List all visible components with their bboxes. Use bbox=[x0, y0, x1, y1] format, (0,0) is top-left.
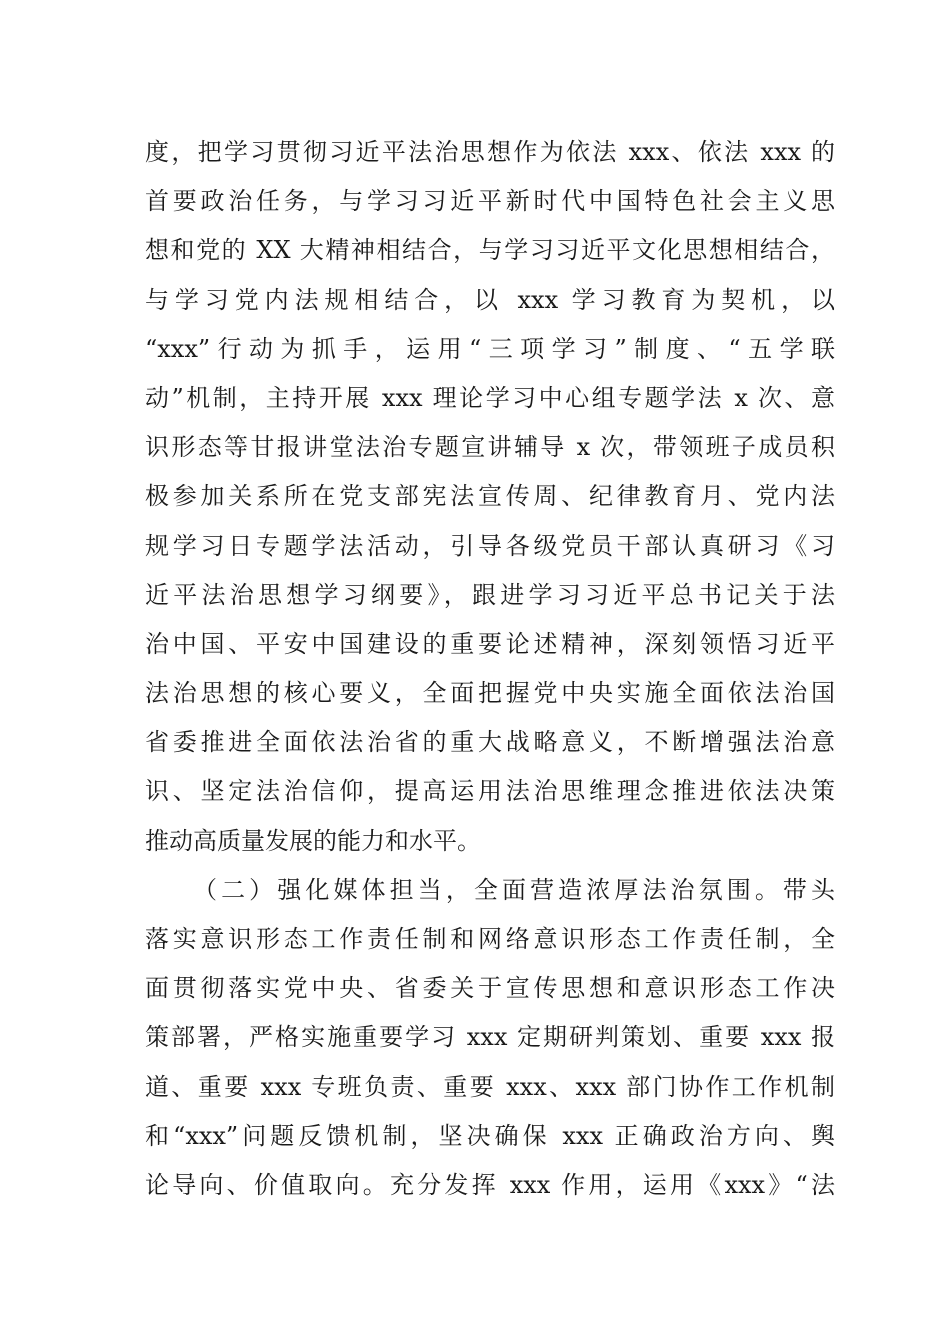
text-line: “xxx”行动为抓手，运用“三项学习”制度、“五学联 bbox=[145, 334, 835, 363]
text-line: 省委推进全面依法治省的重大战略意义，不断增强法治意 bbox=[145, 728, 835, 757]
text-line: 与学习党内法规相结合，以 xxx 学习教育为契机，以 bbox=[145, 285, 835, 314]
body-text bbox=[145, 128, 835, 1210]
text-line: 规学习日专题学法活动，引导各级党员干部认真研习《习 bbox=[145, 531, 835, 560]
section-heading-line: （二）强化媒体担当，全面营造浓厚法治氛围。带头 bbox=[193, 875, 835, 904]
text-line: 道、重要 xxx 专班负责、重要 xxx、xxx 部门协作工作机制 bbox=[145, 1072, 835, 1101]
text-line: 法治思想的核心要义，全面把握党中央实施全面依法治国 bbox=[145, 679, 835, 708]
text-line: 和“xxx”问题反馈机制，坚决确保 xxx 正确政治方向、舆 bbox=[145, 1121, 835, 1150]
text-line: 落实意识形态工作责任制和网络意识形态工作责任制，全 bbox=[145, 925, 835, 953]
text-line: 动”机制，主持开展 xxx 理论学习中心组专题学法 x 次、意 bbox=[145, 383, 835, 412]
text-line: 度，把学习贯彻习近平法治思想作为依法 xxx、依法 xxx 的 bbox=[145, 138, 835, 166]
text-line: 治中国、平安中国建设的重要论述精神，深刻领悟习近平 bbox=[145, 629, 835, 658]
text-line: 极参加关系所在党支部宪法宣传周、纪律教育月、党内法 bbox=[145, 482, 835, 511]
text-line: 策部署，严格实施重要学习 xxx 定期研判策划、重要 xxx 报 bbox=[145, 1023, 835, 1052]
text-line: 识形态等甘报讲堂法治专题宣讲辅导 x 次，带领班子成员积 bbox=[145, 433, 835, 462]
text-line: 近平法治思想学习纲要》，跟进学习习近平总书记关于法 bbox=[145, 580, 835, 609]
text-line: 想和党的 XX 大精神相结合，与学习习近平文化思想相结合， bbox=[145, 236, 835, 265]
text-line: 论导向、价值取向。充分发挥 xxx 作用，运用《xxx》“法 bbox=[145, 1170, 835, 1199]
text-line: 首要政治任务，与学习习近平新时代中国特色社会主义思 bbox=[145, 187, 835, 216]
text-line: 识、坚定法治信仰，提高运用法治思维理念推进依法决策 bbox=[145, 777, 835, 806]
text-line: 推动高质量发展的能力和水平。 bbox=[145, 826, 481, 855]
text-line: 面贯彻落实党中央、省委关于宣传思想和意识形态工作决 bbox=[145, 974, 835, 1003]
